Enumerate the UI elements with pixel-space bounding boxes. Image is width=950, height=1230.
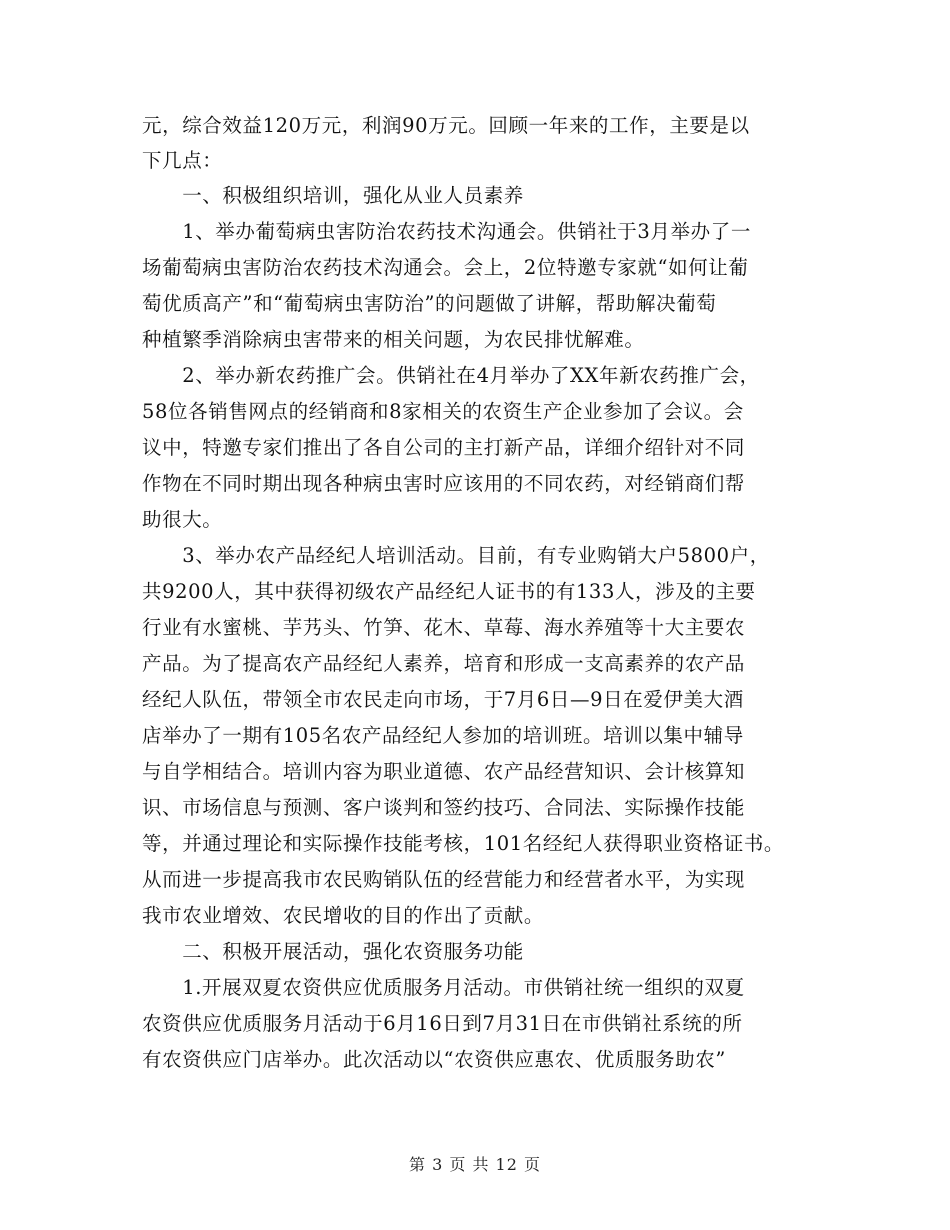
body-text-line: 1、举办葡萄病虫害防治农药技术沟通会。供销社于3月举办了一 (142, 220, 751, 243)
body-text-line: 2、举办新农药推广会。供销社在4月举办了XX年新农药推广会， (142, 364, 760, 387)
body-text-line: 农资供应优质服务月活动于6月16日到7月31日在市供销社系统的所 (142, 1012, 743, 1035)
body-text-line: 58位各销售网点的经销商和8家相关的农资生产企业参加了会议。会 (142, 400, 744, 423)
body-text-line: 1.开展双夏农资供应优质服务月活动。市供销社统一组织的双夏 (142, 976, 745, 999)
body-text-line: 识、市场信息与预测、客户谈判和签约技巧、合同法、实际操作技能 (142, 796, 746, 819)
body-text-line: 店举办了一期有105名农产品经纪人参加的培训班。培训以集中辅导 (142, 724, 744, 747)
section-heading: 一、积极组织培训，强化从业人员素养 (142, 184, 524, 207)
body-text-line: 产品。为了提高农产品经纪人素养，培育和形成一支高素养的农产品 (142, 652, 746, 675)
body-text-line: 下几点： (142, 149, 223, 172)
section-heading: 二、积极开展活动，强化农资服务功能 (142, 940, 524, 963)
body-text-line: 作物在不同时期出现各种病虫害时应该用的不同农药，对经销商们帮 (142, 472, 746, 495)
body-text-line: 3、举办农产品经纪人培训活动。目前，有专业购销大户5800户， (142, 544, 770, 567)
body-text-line: 有农资供应门店举办。此次活动以“农资供应惠农、优质服务助农” (142, 1048, 726, 1071)
body-text-line: 元，综合效益120万元，利润90万元。回顾一年来的工作，主要是以 (142, 114, 750, 137)
page-number-footer: 第 3 页 共 12 页 (409, 1155, 541, 1174)
body-text-line: 与自学相结合。培训内容为职业道德、农产品经营知识、会计核算知 (142, 760, 746, 783)
body-text-line: 议中，特邀专家们推出了各自公司的主打新产品，详细介绍针对不同 (142, 436, 746, 459)
body-text-line: 种植繁季消除病虫害带来的相关问题，为农民排忧解难。 (142, 328, 645, 351)
body-text-line: 我市农业增效、农民增收的目的作出了贡献。 (142, 904, 545, 927)
body-text-line: 等，并通过理论和实际操作技能考核，101名经纪人获得职业资格证书。 (142, 832, 785, 855)
body-text-line: 场葡萄病虫害防治农药技术沟通会。会上，2位特邀专家就“如何让葡 (142, 256, 749, 279)
body-text-line: 共9200人，其中获得初级农产品经纪人证书的有133人，涉及的主要 (142, 580, 756, 603)
body-text-line: 助很大。 (142, 508, 223, 531)
body-text-line: 萄优质高产”和“葡萄病虫害防治”的问题做了讲解，帮助解决葡萄 (142, 292, 717, 315)
body-text-line: 经纪人队伍，带领全市农民走向市场，于7月6日—9日在爱伊美大酒 (142, 688, 744, 711)
body-text-line: 行业有水蜜桃、芋艿头、竹笋、花木、草莓、海水养殖等十大主要农 (142, 616, 746, 639)
body-text-line: 从而进一步提高我市农民购销队伍的经营能力和经营者水平，为实现 (142, 868, 746, 891)
